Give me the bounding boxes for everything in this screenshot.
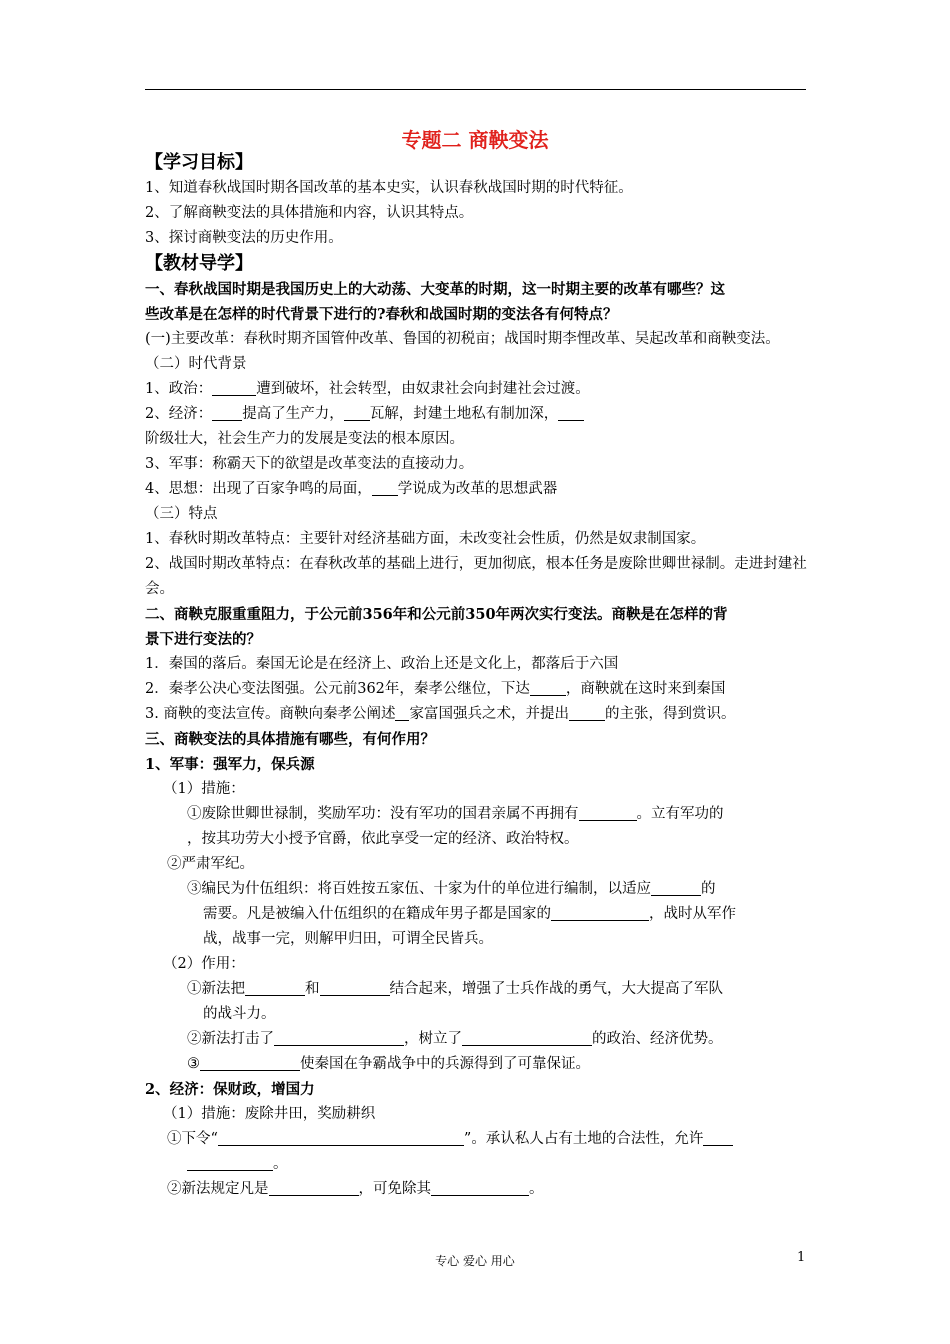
background-military: 3、军事：称霸天下的欲望是改革变法的直接动力。 (145, 456, 474, 472)
question-1-heading-cont: 些改革是在怎样的时代背景下进行的?春秋和战国时期的变法各有何特点？ (145, 306, 618, 323)
features-title: （三）特点 (145, 506, 218, 522)
feature-spring-autumn: 1、春秋时期改革特点：主要针对经济基础方面，未改变社会性质，仍然是奴隶制国家。 (145, 531, 706, 547)
goal-item: 2、了解商鞅变法的具体措施和内容，认识其特点。 (145, 205, 474, 221)
page-title: 专题二 商鞅变法 (401, 128, 549, 152)
economy-measure-1: ①下令“ ”。承认私人占有土地的合法性，允许 (145, 1127, 807, 1152)
feature-warring-states: 2、战国时期改革特点：在春秋改革的基础上进行，更加彻底，根本任务是废除世卿世禄制。走进封建社会。 (145, 556, 807, 597)
fill-blank[interactable] (212, 380, 256, 396)
economy-measures: （1）措施：废除井田，奖励耕织 (163, 1106, 376, 1122)
question-1-heading: 一、春秋战国时期是我国历史上的大动荡、大变革的时期，这一时期主要的改革有哪些？这 (145, 281, 725, 298)
military-title: 1、军事：强军力，保兵源 (145, 756, 315, 773)
section-heading-goals: 【学习目标】 (145, 152, 253, 173)
fill-blank[interactable] (462, 1030, 592, 1046)
fill-blank[interactable] (395, 705, 409, 721)
fill-blank[interactable] (703, 1130, 733, 1146)
fill-blank[interactable] (530, 680, 566, 696)
background-economy-cont: 阶级壮大，社会生产力的发展是变法的根本原因。 (145, 431, 464, 447)
fill-blank[interactable] (187, 1155, 273, 1171)
fill-blank[interactable] (274, 1030, 404, 1046)
measure-3-cont: 需要。凡是被编入什伍组织的在籍成年男子都是国家的 ，战时从军作 (203, 906, 736, 922)
fill-blank[interactable] (200, 1055, 300, 1071)
background-economy: 2、经济： 提高了生产力， 瓦解，封建土地私有制加深， (145, 402, 807, 427)
main-reforms: (一)主要改革：春秋时期齐国管仲改革、鲁国的初税亩；战国时期李悝改革、吴起改革和商鞅变法。 (145, 331, 780, 347)
goal-item: 1、知道春秋战国时期各国改革的基本史实，认识春秋战国时期的时代特征。 (145, 180, 633, 196)
page-footer: 专心 爱心 用心 (435, 1254, 515, 1268)
measures-title: （1）措施： (163, 781, 245, 797)
measure-3-cont2: 战，战事一完，则解甲归田，可谓全民皆兵。 (203, 931, 493, 947)
question-3-heading: 三、商鞅变法的具体措施有哪些，有何作用？ (145, 731, 435, 748)
page-number: 1 (797, 1250, 806, 1265)
q2-item-1: 1．秦国的落后。秦国无论是在经济上、政治上还是文化上，都落后于六国 (145, 656, 619, 672)
q2-item-2: 2．秦孝公决心变法图强。公元前362年，秦孝公继位，下达 ，商鞅就在这时来到秦国 (145, 681, 726, 697)
effect-1: ①新法把 和 结合起来，增强了士兵作战的勇气，大大提高了军队 (187, 981, 723, 997)
fill-blank[interactable] (218, 1130, 464, 1146)
measure-1: ①废除世卿世禄制，奖励军功：没有军功的国君亲属不再拥有 。立有军功的 (187, 806, 724, 822)
economy-measure-1-cont: 。 (145, 1152, 807, 1177)
fill-blank[interactable] (320, 980, 390, 996)
economy-measure-2: ②新法规定凡是 ，可免除其 。 (167, 1181, 544, 1197)
document-body (145, 150, 807, 1202)
fill-blank[interactable] (269, 1180, 359, 1196)
fill-blank[interactable] (569, 705, 605, 721)
effect-2: ②新法打击了 ，树立了 的政治、经济优势。 (187, 1031, 723, 1047)
effect-1-cont: 的战斗力。 (203, 1006, 276, 1022)
fill-blank[interactable] (579, 805, 637, 821)
fill-blank[interactable] (558, 405, 584, 421)
fill-blank[interactable] (344, 405, 370, 421)
goal-item: 3、探讨商鞅变法的历史作用。 (145, 230, 343, 246)
background-politics: 1、政治： 遭到破坏，社会转型，由奴隶社会向封建社会过渡。 (145, 381, 590, 397)
fill-blank[interactable] (372, 480, 398, 496)
measure-1-cont: ，按其功劳大小授予官爵，依此享受一定的经济、政治特权。 (187, 831, 579, 847)
background-thought: 4、思想：出现了百家争鸣的局面， 学说成为改革的思想武器 (145, 481, 558, 497)
fill-blank[interactable] (212, 405, 242, 421)
section-heading-guide: 【教材导学】 (145, 253, 253, 274)
effect-3: ③ 使秦国在争霸战争中的兵源得到了可靠保证。 (187, 1056, 590, 1072)
economy-title: 2、经济：保财政，增国力 (145, 1081, 315, 1098)
fill-blank[interactable] (651, 880, 701, 896)
measure-2: ②严肃军纪。 (167, 856, 254, 872)
question-2-heading-cont: 景下进行变法的？ (145, 631, 261, 648)
fill-blank[interactable] (431, 1180, 529, 1196)
q2-item-3: 3. 商鞅的变法宣传。商鞅向秦孝公阐述 家富国强兵之术，并提出 的主张，得到赏识。 (145, 706, 736, 722)
effects-title: （2）作用： (163, 956, 245, 972)
background-title: （二）时代背景 (145, 356, 247, 372)
measure-3: ③编民为什伍组织：将百姓按五家伍、十家为什的单位进行编制，以适应 的 (187, 881, 716, 897)
fill-blank[interactable] (551, 905, 649, 921)
header-rule (145, 89, 806, 90)
question-2-heading: 二、商鞅克服重重阻力，于公元前356年和公元前350年两次实行变法。商鞅是在怎样的背 (145, 606, 728, 623)
fill-blank[interactable] (245, 980, 305, 996)
